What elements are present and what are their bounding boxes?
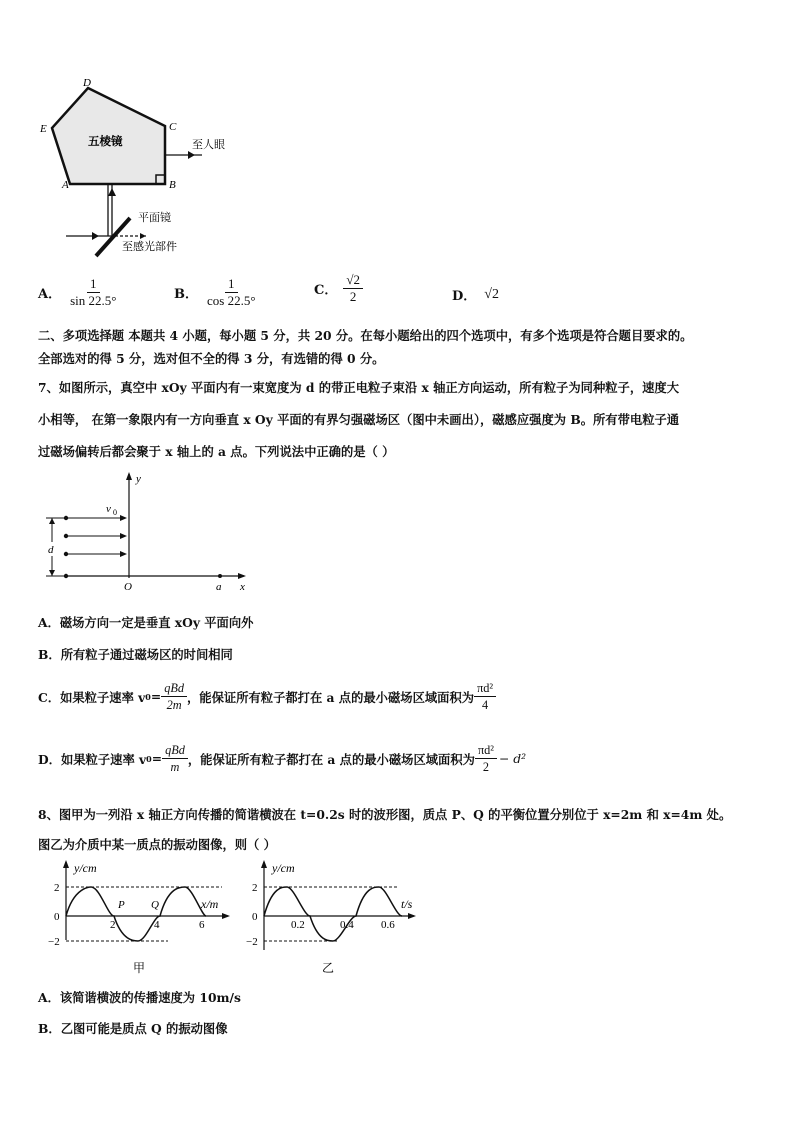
option-letter: C．	[314, 283, 338, 298]
option-letter: D．	[452, 289, 477, 304]
option-b-fraction: $\frac{1}{\cos 22.5^\circ}$	[207, 276, 256, 308]
svg-text:6: 6	[199, 919, 205, 931]
question-8-stem: 8、图甲为一列沿 x 轴正方向传播的简谐横波在 t=0.2s 时的波形图，质点 P、Q 的平衡位置分别位于 x=2m 和 x=4m 处。 图乙为介质中某一质点的振动图像，则（ ）	[38, 807, 732, 852]
q8-option-a[interactable]: A．该简谐横波的传播速度为 10m/s	[38, 990, 241, 1005]
wave-curve	[66, 887, 206, 941]
section-2-heading: 二、多项选择题 本题共 4 小题，每小题 5 分，共 20 分。在每小题给出的四个选项中，有多个选项是符合题目要求的。 全部选对的得 5 分，选对但不全的得 3 分，有选错的得 0 分。	[38, 328, 693, 366]
svg-text:a: a	[216, 581, 222, 593]
vibration-curve	[264, 887, 402, 941]
svg-text:0: 0	[113, 508, 117, 517]
speed-fraction: $\frac{\text{qBd}}{2m}$	[161, 680, 187, 713]
svg-text:−2: −2	[48, 936, 60, 948]
svg-text:2: 2	[110, 919, 116, 931]
speed-fraction: $\frac{\text{qBd}}{m}$	[162, 742, 188, 775]
option-c-fraction: $\frac{√2}{2}$	[343, 272, 363, 305]
svg-text:2: 2	[252, 882, 258, 894]
svg-text:0.2: 0.2	[291, 919, 305, 931]
q7-option-b[interactable]: B．所有粒子通过磁场区的时间相同	[38, 647, 233, 662]
eye-label: 至人眼	[192, 139, 225, 151]
svg-text:v: v	[106, 503, 111, 515]
label-D: D	[83, 78, 91, 89]
svg-text:d: d	[48, 544, 54, 556]
svg-text:y/cm: y/cm	[272, 861, 295, 875]
label-E: E	[40, 123, 47, 135]
q6-option-d[interactable]	[452, 285, 499, 304]
option-a-fraction: $\frac{1}{\sin 22.5^\circ}$	[70, 276, 117, 308]
label-C: C	[169, 121, 177, 133]
svg-text:2: 2	[54, 882, 60, 894]
svg-text:t/s: t/s	[401, 897, 413, 911]
svg-text:0: 0	[252, 911, 258, 923]
q8-option-b[interactable]: B．乙图可能是质点 Q 的振动图像	[38, 1021, 228, 1036]
svg-text:Q: Q	[151, 899, 159, 911]
svg-text:y: y	[136, 473, 141, 485]
pentaprism-figure	[30, 78, 250, 278]
particle-beam-figure	[40, 468, 260, 593]
q6-option-c[interactable]	[314, 272, 363, 305]
svg-text:O: O	[124, 581, 132, 593]
area-fraction: $\frac{\text{πd²}}{4}$	[474, 680, 496, 713]
caption-jia: 甲	[133, 961, 146, 975]
prism-label: 五棱镜	[88, 136, 123, 148]
option-letter: A．	[38, 287, 62, 302]
label-A: A	[62, 179, 69, 191]
sensor-label: 至感光部件	[122, 241, 177, 253]
svg-text:x/m: x/m	[201, 897, 219, 911]
q7-option-d[interactable]: D．如果粒子速率 v 0 = $\frac{\text{qBd}}{m}$ ，能保证所有粒子都打在 a 点的最小磁场区域面积为 $\frac{\text{πd²}}{2}$ − d²	[38, 743, 526, 774]
vibration-graph-yi	[238, 856, 428, 976]
q7-option-a[interactable]: A．磁场方向一定是垂直 xOy 平面向外	[38, 615, 254, 630]
option-letter: B．	[174, 287, 198, 302]
q7-option-c[interactable]: C．如果粒子速率 v 0 = $\frac{\text{qBd}}{2m}$ ，能保证所有粒子都打在 a 点的最小磁场区域面积为 $\frac{\text{πd²}}{4}$	[38, 680, 496, 713]
svg-text:−2: −2	[246, 936, 258, 948]
area-fraction: $\frac{\text{πd²}}{2}$	[475, 742, 497, 775]
svg-text:x: x	[240, 581, 245, 593]
svg-text:4: 4	[154, 919, 160, 931]
q6-option-a[interactable]	[38, 276, 119, 309]
caption-yi: 乙	[322, 961, 335, 975]
svg-text:P: P	[118, 899, 125, 911]
question-7-stem: 7、如图所示，真空中 xOy 平面内有一束宽度为 d 的带正电粒子束沿 x 轴正方向运动，所有粒子为同种粒子，速度大 小相等， 在第一象限内有一方向垂直 x Oy 平面的有界匀强磁场区（图中未画出），磁感应强度为 B。所有带电粒子通 过磁场偏转后都会聚于 x 轴上的 a 点。下列说法中正确的是（ ）	[38, 380, 680, 459]
svg-text:0.6: 0.6	[381, 919, 395, 931]
q6-option-b[interactable]	[174, 276, 259, 309]
svg-text:y/cm: y/cm	[74, 861, 97, 875]
svg-text:0: 0	[54, 911, 60, 923]
option-d-value: √2	[484, 286, 499, 302]
label-B: B	[169, 179, 176, 191]
mirror-label: 平面镜	[138, 212, 171, 224]
wave-graph-jia	[38, 856, 238, 976]
svg-text:0.4: 0.4	[340, 919, 354, 931]
